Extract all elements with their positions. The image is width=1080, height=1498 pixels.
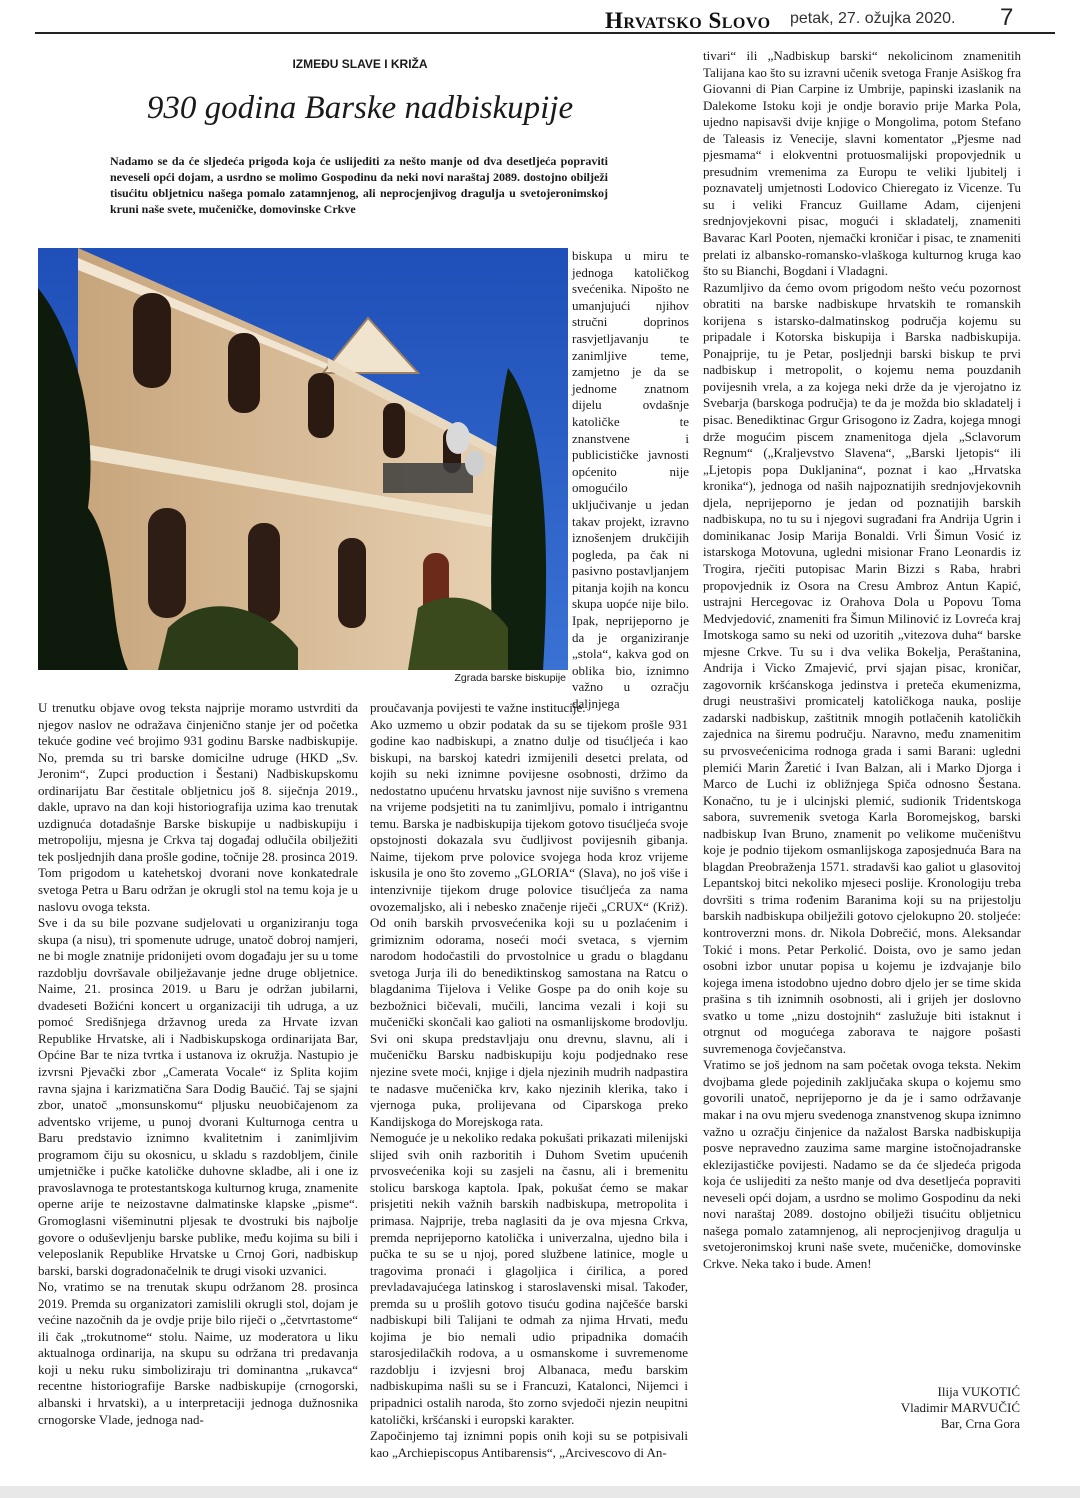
paragraph: proučavanja povijesti te važne institucije. — [370, 700, 586, 715]
narrow-column-text — [572, 248, 689, 712]
paragraph: Vratimo se još jednom na sam početak ovoga teksta. Nekim dvojbama glede pojedinih zaključaka skupa o kojemu smo govorili unatoč, neprijeporno je da je i samo održavanje makar i na ovu mjeru svedenoga znanstvenog skupa iznimno važno u ozračju činjenice da nažalost Barska nadbiskupija posve nepravedno zauzima same margine istočnojadranske eklezijastičke povijesti. Nadamo se da će sljedeća prigoda koja će uslijediti za nešto manje od dva desetljeća popraviti neveseli opći dojam, a usrdno se molimo Gospodinu da neki novi naraštaj 2089. dostojno obilježi tisućitu obljetnicu našega pomalo zatamnjenog, ali neprocjenjivog dragulja u svetojeronimskoj kruni naše svete, mučeničke, domovinske Crkve. Neka tako i bude. Amen! — [703, 1057, 1021, 1271]
paragraph: No, vratimo se na trenutak skupu održanom 28. prosinca 2019. Premda su organizatori zamislili okrugli stol, dojam je većine nazočnih da je ovdje prije bilo riječi o „četvrtastome“ ili čak „trokutnome“ stolu. Naime, uz moderatora u liku aktualnoga ordinarija, na skupu su održana tri predavanja koji u neku ruku simboliziraju tri dominantna „rukavca“ recentne historiografije Barske nadbiskupije (crnogorski, albanski i hrvatski), a u interpretaciji jednoga dužnosnika crnogorske Vlade, jednoga nad- — [38, 1279, 358, 1427]
masthead: Hrvatsko Slovo — [605, 8, 771, 33]
author-name: Ilija VUKOTIĆ — [937, 1384, 1020, 1399]
header-rule — [35, 32, 1055, 34]
author-name: Vladimir MARVUČIĆ — [900, 1400, 1020, 1415]
building-photo — [38, 248, 568, 670]
column-right — [703, 48, 1021, 1388]
author-signature — [860, 1384, 1020, 1432]
paragraph: Razumljivo da ćemo ovom prigodom nešto veću pozornost obratiti na barske nadbiskupe hrvatskih te romanskih korijena s istarsko-dalmatinskog područja kojemu su pripadale i Kotorska biskupija i Barska nadbiskupija. Ponajprije, tu je Petar, posljednji barski biskup te prvi nadbiskup i metropolit, o kojemu nema pouzdanih povijesnih vrela, a za kojega neki drže da je vjerojatno iz Svebarja (barskoga područja) te da je možda bio skladatelj i pisac. Benediktinac Grgur Grisogono iz Zadra, kojega mnogi drže mogućim piscem znamenitoga djela „Sclavorum Regnum“ („Kraljevstvo Slavena“, „Barski ljetopis“ ili „Ljetopis popa Dukljanina“, poznat i kao „Hrvatska kronika“), jednoga od naših najpoznatijih srednjovjekovnih djela, neprijeporno je jedan od poznatijih barskih nadbiskupa, no tu su i njegovi sugrađani fra Andrija Ugrin i dominikanac Josip Marija Bonaldi. Vrli Šimun Vosić iz istarskoga Motovuna, ugledni misionar Frano Leonardis iz Trogira, rječiti putopisac Marin Bizzi s Raba, hrabri propovjednik iz Osora na Cresu Ambroz Antun Kapić, ustrajni Hercegovac iz Orahova Dola u Popovu Toma Medvjedović, znameniti fra Šimun Milinović iz Lovreća kraj Imotskoga samo su neki od uzoritih „vitezova duha“ barske mjesne Crkve. Tu su i dva velika Bokelja, Peraštanina, Andrija i Vicko Zmajević, prvi sjajan pisac, kroničar, zagovornik kršćanskoga jedinstva i preteča ekumenizma, drugi neustrašivi promicatelj katoličkoga nauka, poslije zadarski nadbiskup, zaštitnik mnogih potlačenih katoličkih zajednica na širemu području. Naravno, među znamenitim su prvosvećenicima rodnoga grada i sami Barani: ugledni plemići Marin Žaretić i Ivan Balzan, ali i Marko Djorga i Marco de Luchi iz obližnjega Spiča odnosno Šestana. Konačno, tu je i ulcinjski plemić, sudionik Tridentskoga sabora, suvremenik svetoga Karla Boromejskog, barski nadbiskup Ivan Bruno, znamenit po velikome mučeništvu koje je podnio tijekom osmanlijskoga zaposjednuća Bara na blagdan Preobraženja 1571. stradavši kao galiot u glasovitoj Lepantskoj bitci nekoliko mjeseci poslije. Kronologiju treba dovršiti s trima rođenim Baranima koji su na prijestolju barskih nadbiskupa obilježili gotovo cjelokupno 20. stoljeće: kontroverzni mons. dr. Nikola Dobrečić, mons. Aleksandar Tokić i mons. Petar Perkolić. Doista, ovo je samo jedan osobni izbor unutar popisa u kojemu je izdvajanje bilo kojega imena istodobno ujedno dobro djelo jer se time skida prašina s tih iznimnih osobnosti, ali i grijeh jer doslovno svatko u tome „nizu dostojnih“ zaslužuje biti istaknut i otrgnut od mogućega zaborava te najgore pošasti suvremenoga čovječanstva. — [703, 279, 1021, 1056]
paragraph: Nemoguće je u nekoliko redaka pokušati prikazati milenijski slijed svih onih razboritih i Duhom Svetim upućenih prvosvećenika koji su zasjeli na časnu, ali i bremenitu stolicu barskoga kaptola. Ipak, pokušat ćemo se makar prisjetiti nekih važnih barskih nadbiskupa, metropolita i primasa. Najprije, treba naglasiti da je ova mjesna Crkva, premda neprijeporno katolička i univerzalna, ujedno bila i pučka te su se u njoj, pored službene latinice, mogle u tragovima pronaći i glagoljica i ćirilica, a pored prevladavajućega latinskog i staroslavenski misal. Također, premda su u prošlih gotovo tisuću godina najčešće barski nadbiskupi bili Talijani te odmah za njima Hrvati, među kojima je bio nemali udio pripadnika domaćih starosjedilačkih rodova, a u osmanskome i suvremenome razdoblju i izvjesni broj Albanaca, među barskim nadbiskupima našli su se i Francuzi, Katalonci, Nijemci i pripadnici ostalih naroda, što zorno svjedoči njezin neupitni katolički, kršćanski i europski karakter. — [370, 1130, 688, 1427]
paragraph: Sve i da su bile pozvane sudjelovati u organiziranju toga skupa (a nisu), tri spomenute udruge, unatoč dobroj namjeri, ne bi mogle znatnije pridonijeti ovom događaju jer su u tome razdoblju dovršavale obilježavanje jedne druge obljetnice. Naime, 21. prosinca 2019. u Baru je održan jubilarni, dvadeseti Božićni koncert u organizaciji tih udruga, a uz pomoć Središnjega državnog ureda za Hrvate izvan Republike Hrvatske, ali i Nadbiskupskoga ordinarijata Bar, Općine Bar te niza tvrtka i ustanova iz okružja. Nastupio je izvrsni Pjevački zbor „Camerata Vocale“ iz Splita kojim ravna sjajna i karizmatična Sara Dodig Baučić. Taj se sjajni zbor, unatoč „monsunskomu“ pljusku neuobičajenom za adventsko vrijeme, u punoj dvorani Kulturnoga centra u Baru predstavio iznimno kvalitetnim i zanimljivim programom čiju su okosnicu, u skladu s razdobljem, činile umjetničke i pučke katoličke duhovne skladbe, ali i one iz pravoslavnoga te protestantskoga kulturnog kruga, znamenite operne arije te neizostavne dalmatinske klapske „pisme“. Gromoglasni višeminutni pljesak te dvostruki bis najbolje govore o oduševljenju barske publike, među kojima su bili i veleposlanik Republike Hrvatske u Crnoj Gori, nadbiskup barski, barski dogradonačelnik te drugi visoki uzvanici. — [38, 915, 358, 1278]
article-title: 930 godina Barske nadbiskupije — [146, 90, 574, 126]
page-number: 7 — [1000, 4, 1014, 31]
issue-date: petak, 27. ožujka 2020. — [790, 10, 956, 27]
paragraph: biskupa u miru te jednoga katoličkog svećenika. Nipošto ne umanjujući njihov stručni doprinos rasvjetljavanju te zanimljive teme, zamjetno je da se jednome znatnom dijelu ovdašnje katoličke te znanstvene i publicističke javnosti općenito nije omogućilo uključivanje u jedan takav projekt, izravno iznošenjem drukčijih pogleda, pa čak ni pasivno postavljanjem pitanja kojih na koncu skupa uopće nije bilo. Ipak, neprijeporno je da je organiziranje „stola“, kakva god on oblika bio, iznimno važno u ozračju daljnjega — [572, 248, 689, 712]
paragraph: Ako uzmemo u obzir podatak da su se tijekom prošle 931 godine kao nadbiskupi, a znatno dulje od tisućljeća i kao biskupi, na barskoj katedri izmijenili desetci prelata, od kojih su neki iznimne povijesne osobnosti, držimo da nedostatno upućenu hrvatsku javnost nije suvišno s vremena na vrijeme podsjetiti na tu zanimljivu, pomalo i intrigantnu temu. Barska je nadbiskupija tijekom gotovo tisućljeća svoje opstojnosti dokazala svu čudljivost povijesnih gibanja. Naime, tijekom prve polovice svojega hoda kroz vrijeme iskusila je ono što zovemo „GLORIA“ (Slava), no još više i intenzivnije tijekom druge polovice tisućljeća za nama ovozemaljsko, ali i nebesko značenje riječi „CRUX“ (Križ). Od onih barskih prvosvećenika koji su u pozlaćenim i grimiznim odorama, noseći moći svetaca, s vjernim narodom hodočastili do prvostolnice u gradu o blagdanu svetoga Jurja ili do benediktinskog samostana na Ratcu o blagdanima Tijelova i Velike Gospe pa do onih koje su bezbožnici bičevali, mučili, lancima vezali i koji su mučenički skončali kao galioti na osmanlijskome brodovlju. Svi oni skupa predstavljaju onu drevnu, slavnu, ali i mučeničku Barsku nadbiskupiju koju podjednako rese njezine svete moći, knjige i djela njezinih mudrih nadpastira te nadasve mučenička krv, kako njezinih klerika, tako i vjernoga puka, prolijevana od Ciparskoga preko Kandijskoga do Morejskoga rata. — [370, 716, 688, 1129]
author-location: Bar, Crna Gora — [940, 1416, 1020, 1431]
page-bottom-band — [0, 1486, 1080, 1498]
column-middle — [370, 700, 688, 1460]
column-left — [38, 700, 358, 1440]
photo-caption: Zgrada barske biskupije — [454, 672, 566, 684]
paragraph: U trenutku objave ovog teksta najprije moramo ustvrditi da njegov naslov ne odražava činjenično stanje jer od početka tekuće godine već brojimo 931 godinu Barske nadbiskupije. No, premda su tri barske domicilne udruge (HKD „Sv. Jeronim“, Zupci production i Šestani) Nadbiskupskomu ordinarijatu Bar čestitale obljetnicu još 8. siječnja 2019., dakle, upravo na dan koji historiografija uzima kao trenutak uzdignuća dotadašnje Barske biskupije u nadbiskupiju i metropoliju, mjesna je Crkva taj događaj odlučila obilježiti tek posljednjih dana prošle godine, točnije 28. prosinca 2019. Tom prigodom u katehetskoj dvorani nove konkatedrale svetoga Petra u Baru održan je okrugli stol na temu koja je u naslovu ovoga teksta. — [38, 700, 358, 914]
paragraph: tivari“ ili „Nadbiskup barski“ nekolicinom znamenitih Talijana kao što su izravni učenik svetoga Franje Asiškog fra Giovanni di Pian Carpine iz Umbrije, papinski izaslanik na Dalekome Istoku koji je ondje boravio prije Marka Pola, ujedno napisavši dvije knjige o Mongolima, potom Stefano de Taleasis iz Venecije, slavni komentator „Pjesme nad pjesmama“ i elokventni protuosmalijski propovjednik u presudnim vremenima za Europu te veliki ljubitelj i poznavatelj umjetnosti Lodovico Chieregato iz Vicenze. Tu su i veliki Francuz Guillame Adam, cijenjeni srednjovjekovni pisac, mogući i skladatelj, znameniti Bavarac Karl Pooten, njemački kroničar i pisac, te znameniti prelati iz albansko-romansko-vlaškoga kulturnog kruga kao što su Bianchi, Bogdani i Vladagni. — [703, 48, 1021, 279]
article-lead: Nadamo se da će sljedeća prigoda koja će uslijediti za nešto manje od dva desetljeća popraviti neveseli opći dojam, a usrdno se molimo Gospodinu da neki novi naraštaj 2089. dostojno obilježi tisućitu obljetnicu našega pomalo zatamnjenog, ali neprocjenjivog dragulja u svetojeronimskoj kruni naše svete, mučeničke, domovinske Crkve — [110, 154, 608, 216]
article-kicker: IZMEĐU SLAVE I KRIŽA — [292, 57, 428, 71]
paragraph: Započinjemo taj iznimni popis onih koji su se potpisivali kao „Archiepiscopus Antibarensis“, „Arcivescovo di An- — [370, 1428, 688, 1460]
